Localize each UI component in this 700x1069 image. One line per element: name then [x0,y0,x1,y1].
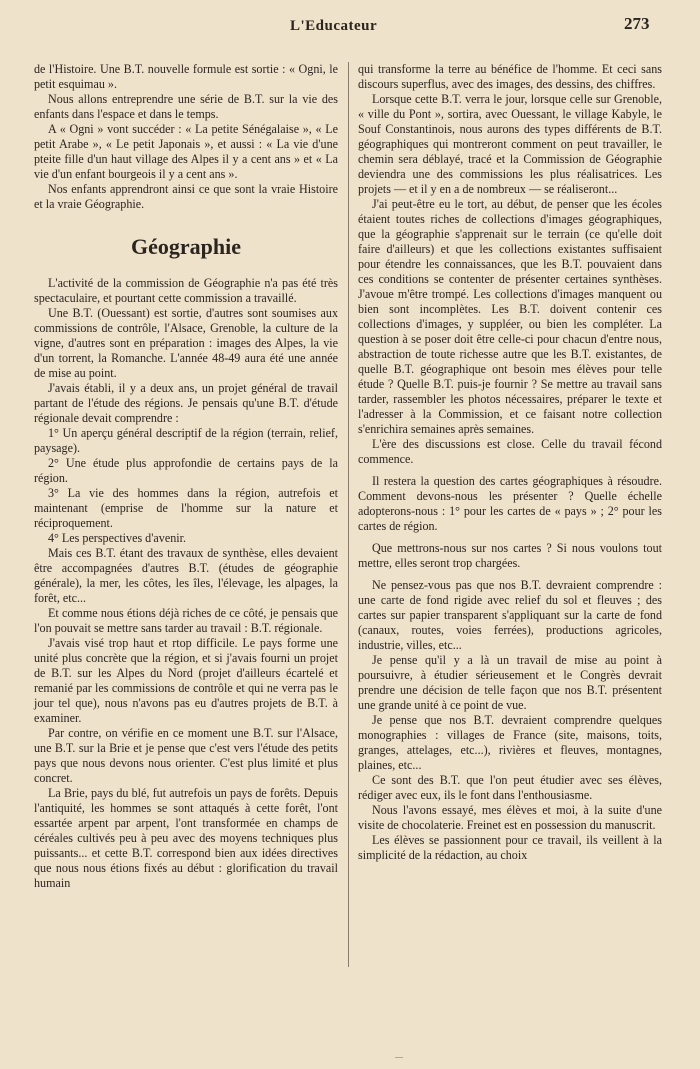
paragraph: L'activité de la commission de Géographie n'a pas été très spectaculaire, et pourtant cette commission a travaillé. [34,276,338,305]
list-item: 2° Une étude plus approfondie de certains pays de la région. [34,456,338,485]
paragraph: Je pense que nos B.T. devraient comprendre quelques monographies : villages de France (site, maisons, toits, granges, attelages, etc...), rivières et fleuves, montagnes, plaines, etc... [358,713,662,772]
page-number: 273 [624,14,650,33]
paragraph: J'avais établi, il y a deux ans, un projet général de travail partant de l'étude des régions. Je pensais qu'une B.T. d'étude régionale devait comprendre : [34,381,338,425]
list-item: 1° Un aperçu général descriptif de la région (terrain, relief, paysage). [34,426,338,455]
paragraph: Ne pensez-vous pas que nos B.T. devraient comprendre : une carte de fond rigide avec relief du sol et fleuves ; des cartes sur papier transparent s'appliquant sur la carte de fond (canaux, routes, voies ferrées), productions agricoles, industrie, villes, etc... [358,578,662,652]
paragraph: Ce sont des B.T. que l'on peut étudier avec ses élèves, rédiger avec eux, ils le font dans l'enthousiasme. [358,773,662,802]
paragraph: Une B.T. (Ouessant) est sortie, d'autres sont soumises aux commissions de contrôle, l'Alsace, Grenoble, la culture de la vigne, d'autres sont en préparation : images des Alpes, la vie d'un torrent, la Romanche. L'année 48-49 aura été une année de mise au point. [34,306,338,380]
paragraph: A « Ogni » vont succéder : « La petite Sénégalaise », « Le petit Arabe », « Le petit Japonais », et aussi : « La vie d'une pteite fille d'un haut village des Alpes il y a cent ans » et « La vie d'un enfant bourgeois il y a cent ans ». [34,122,338,181]
paragraph: de l'Histoire. Une B.T. nouvelle formule est sortie : « Ogni, le petit esquimau ». [34,62,338,91]
section-title: Géographie [131,234,241,259]
paper-mark [395,1057,403,1062]
paragraph: Par contre, on vérifie en ce moment une B.T. sur l'Alsace, une B.T. sur la Brie et je pense que c'est vers l'étude des petits pays que nous devons nous orienter. C'est plus limité et plus concret. [34,726,338,785]
paragraph: qui transforme la terre au bénéfice de l'homme. Et ceci sans discours superflus, avec des images, des dessins, des chiffres. [358,62,662,91]
list-item: 4° Les perspectives d'avenir. [48,531,186,545]
paragraph: Je pense qu'il y a là un travail de mise au point à poursuivre, à étudier sérieusement et le Congrès devrait prendre une décision de telle façon que nos B.T. présentent une grande unité à ce point de vue. [358,653,662,712]
paragraph: Nous l'avons essayé, mes élèves et moi, à la suite d'une visite de chocolaterie. Freinet est en possession du manuscrit. [358,803,662,832]
paragraph: J'ai peut-être eu le tort, au début, de penser que les écoles étaient toutes riches de collections d'images géographiques, que la géographie s'apprenait sur le terrain (ce qu'elle doit faire d'ailleurs) et que les collections existantes suffisaient pour étendre les connaissances, que les B.T. pouvaient dans ces conditions se contenter de présenter certaines synthèses. J'avoue m'être trompé. Les collections d'images manquent ou bien sont incomplètes. Les B.T. doivent contenir ces collections d'images, y suppléer, ou bien les compléter. La question à se poser doit être celle-ci pour chacun d'entre nous, abstraction de toute richesse autre que les B.T. existantes, de quelle B.T. géographique ont besoin mes élèves pour telle étude ? Quelle B.T. puis-je fournir ? Se mettre au travail sans tarder, rassembler les photos nécessaires, préparer le texte et l'adresser à la Commission, et ce faisant notre collection s'enrichira semaines après semaines. [358,197,662,436]
list-item: 3° La vie des hommes dans la région, autrefois et maintenant (emprise de l'homme sur la nature et réciproquement. [34,486,338,530]
column-divider [348,62,349,967]
right-column [358,62,662,863]
left-column [34,62,338,891]
paragraph: Et comme nous étions déjà riches de ce côté, je pensais que l'on pouvait se mettre sans tarder au travail : B.T. régionale. [34,606,338,635]
paragraph: Lorsque cette B.T. verra le jour, lorsque celle sur Grenoble, « ville du Pont », sortira, avec Ouessant, le village Kabyle, le Souf Constantinois, nous aurons des types différents de B.T. géographiques qui montreront comment on peut travailler, le chemin sera déblayé, tracé et la Commission de Géographie deviendra une des commissions les plus réalisatrices. Les projets — et il y en a de nombreux — se réaliseront... [358,92,662,196]
paragraph: Il restera la question des cartes géographiques à résoudre. Comment devons-nous les présenter ? Quelle échelle adopterons-nous : 1° pour les cartes de « pays » ; 2° pour les cartes de région. [358,474,662,533]
paragraph: La Brie, pays du blé, fut autrefois un pays de forêts. Depuis l'antiquité, les hommes se sont attaqués à cette forêt, l'ont essartée arpent par arpent, l'ont transformée en champs de céréales cultivés peu à peu avec des moyens techniques plus puissants... et cette B.T. correspond bien aux idées directives que nous nous étions fixés au début : glorification du travail humain [34,786,338,890]
paragraph: Nous allons entreprendre une série de B.T. sur la vie des enfants dans l'espace et dans le temps. [34,92,338,121]
paragraph: Mais ces B.T. étant des travaux de synthèse, elles devaient être accompagnées d'autres B.T. (études de géographie générale), la mer, les côtes, les îles, l'élevage, les alpages, la forêt, etc... [34,546,338,605]
paragraph: Nos enfants apprendront ainsi ce que sont la vraie Histoire et la vraie Géographie. [34,182,338,211]
running-header [0,14,700,42]
paragraph: Que mettrons-nous sur nos cartes ? Si nous voulons tout mettre, elles seront trop chargées. [358,541,662,570]
paragraph: L'ère des discussions est close. Celle du travail fécond commence. [358,437,662,466]
journal-title: L'Educateur [290,18,378,34]
paragraph: J'avais visé trop haut et rtop difficile. Le pays forme une unité plus concrète que la région, et si j'avais fourni un projet de B.T. sur les Alpes du Nord (projet d'ailleurs écartelé et remanié par les commissions de contrôle et qui ne verra pas le jour tel que), nous n'avons pas eu d'autres projets de B.T. à examiner. [34,636,338,725]
paragraph: Les élèves se passionnent pour ce travail, ils veillent à la simplicité de la rédaction, au choix [358,833,662,862]
